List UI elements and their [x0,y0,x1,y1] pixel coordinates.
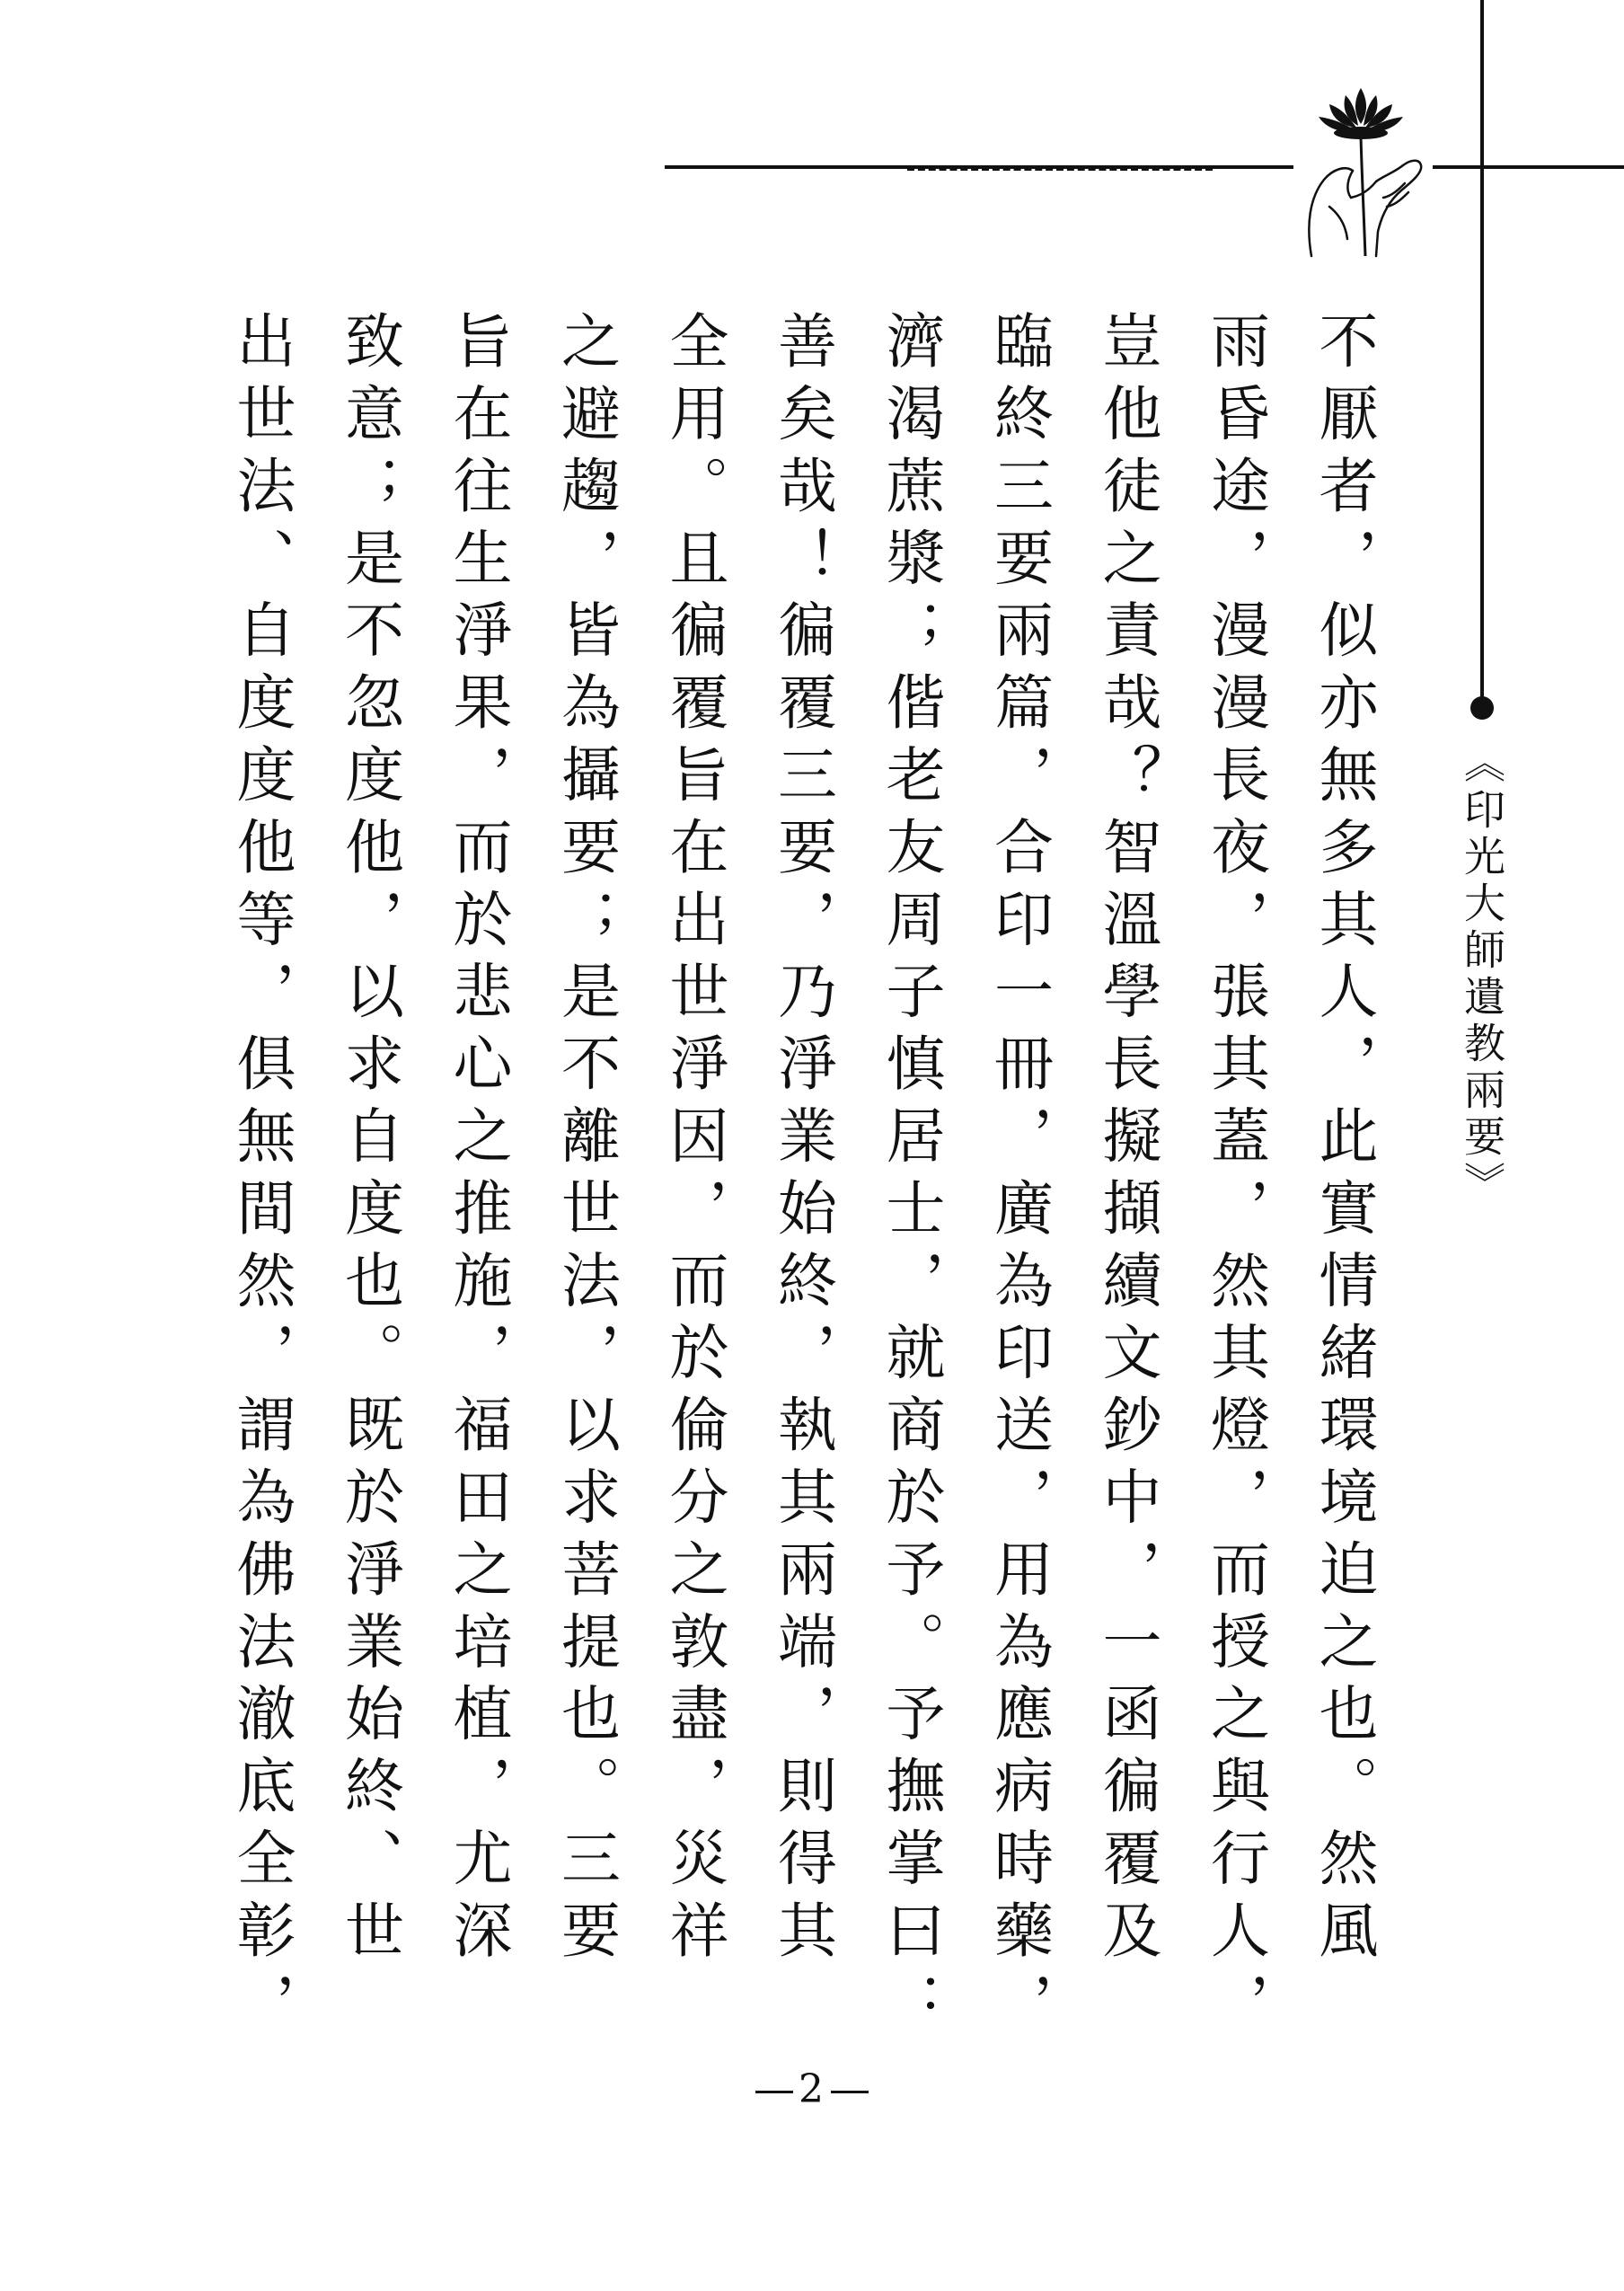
text-column: 旨在往生淨果，而於悲心之推施，福田之培植，尤深 [443,310,512,1972]
lotus-in-hand-icon [1293,72,1428,261]
text-column: 之避趨，皆為攝要；是不離世法，以求菩提也。三要 [551,310,621,1972]
page-number-value: 2 [799,2066,825,2112]
text-column: 全用。且徧覆旨在出世淨因，而於倫分之敦盡，災祥 [659,310,728,1972]
page-number-dash-right [831,2091,869,2093]
header-rule-dashed [907,167,1213,171]
text-column: 出世法、自度度他等，俱無間然，謂為佛法澈底全彰， [226,310,296,2044]
text-column: 雨昏途，漫漫長夜，張其蓋，然其燈，而授之與行人， [1200,310,1270,2044]
running-book-title: 《印光大師遺教兩要》 [1458,741,1506,1208]
main-vertical-text [189,310,1397,2044]
text-column: 濟渴蔗漿；偕老友周子慎居士，就商於予。予撫掌曰： [876,310,945,2044]
rule-dot [1470,696,1494,720]
text-column: 致意；是不忽度他，以求自度也。既於淨業始終、世 [334,310,404,1972]
vertical-rule [1480,0,1484,710]
text-column: 不厭者，似亦無多其人，此實情緒環境迫之也。然風 [1309,310,1378,1972]
text-column: 臨終三要兩篇，合印一冊，廣為印送，用為應病時藥， [984,310,1054,2044]
page-number-dash-left [755,2091,793,2093]
text-column: 豈他徒之責哉？智溫學長擬擷續文鈔中，一函徧覆及 [1092,310,1161,1972]
text-column: 善矣哉！徧覆三要，乃淨業始終，執其兩端，則得其 [767,310,837,1972]
page-number [0,2066,1624,2112]
header-rule-right [1433,165,1624,169]
